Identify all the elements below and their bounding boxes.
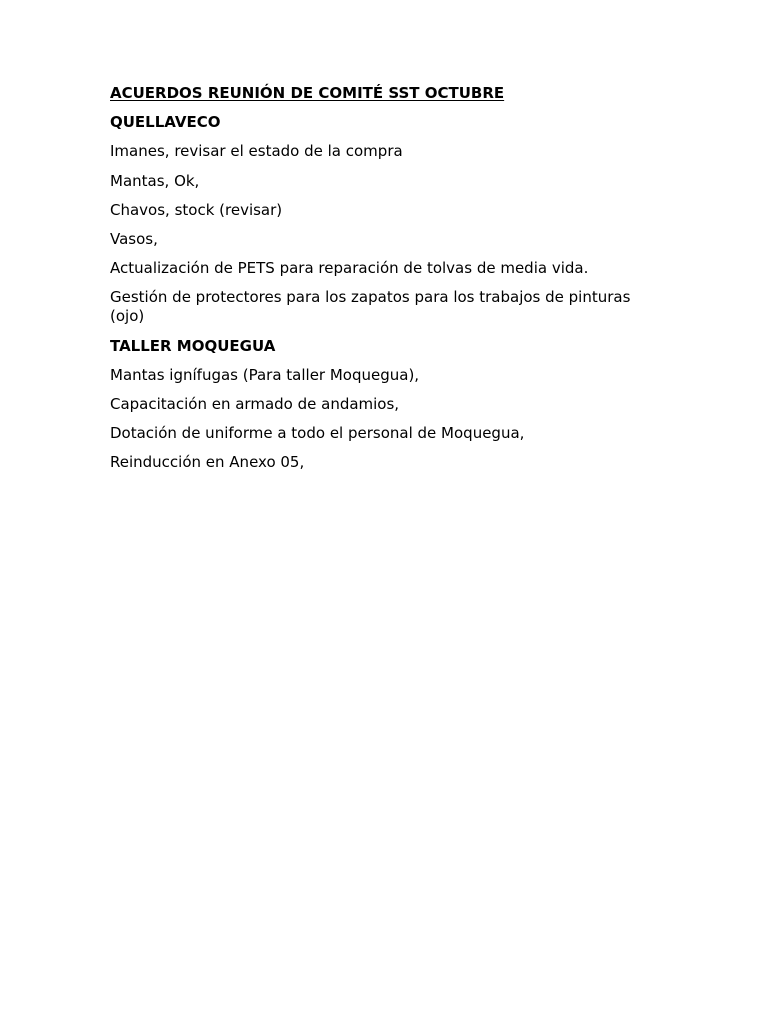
document-page (110, 84, 660, 482)
agreement-item: Mantas, Ok, (110, 171, 200, 190)
section-taller-moquegua (110, 337, 660, 473)
agreement-item: Dotación de uniforme a todo el personal de Moquegua, (110, 424, 525, 443)
section-heading: TALLER MOQUEGUA (110, 336, 276, 355)
agreement-item: Gestión de protectores para los zapatos para los trabajos de pinturas (ojo) (110, 288, 631, 326)
agreement-item: Capacitación en armado de andamios, (110, 394, 400, 413)
agreement-item: Reinducción en Anexo 05, (110, 453, 305, 472)
agreement-item: Imanes, revisar el estado de la compra (110, 142, 403, 161)
section-quellaveco (110, 113, 660, 326)
agreement-item: Mantas ignífugas (Para taller Moquegua), (110, 365, 420, 384)
section-heading: QUELLAVECO (110, 113, 221, 132)
agreement-item: Chavos, stock (revisar) (110, 200, 283, 219)
document-title: ACUERDOS REUNIÓN DE COMITÉ SST OCTUBRE (110, 84, 505, 102)
agreement-item: Vasos, (110, 229, 158, 248)
agreement-item: Actualización de PETS para reparación de tolvas de media vida. (110, 259, 589, 278)
